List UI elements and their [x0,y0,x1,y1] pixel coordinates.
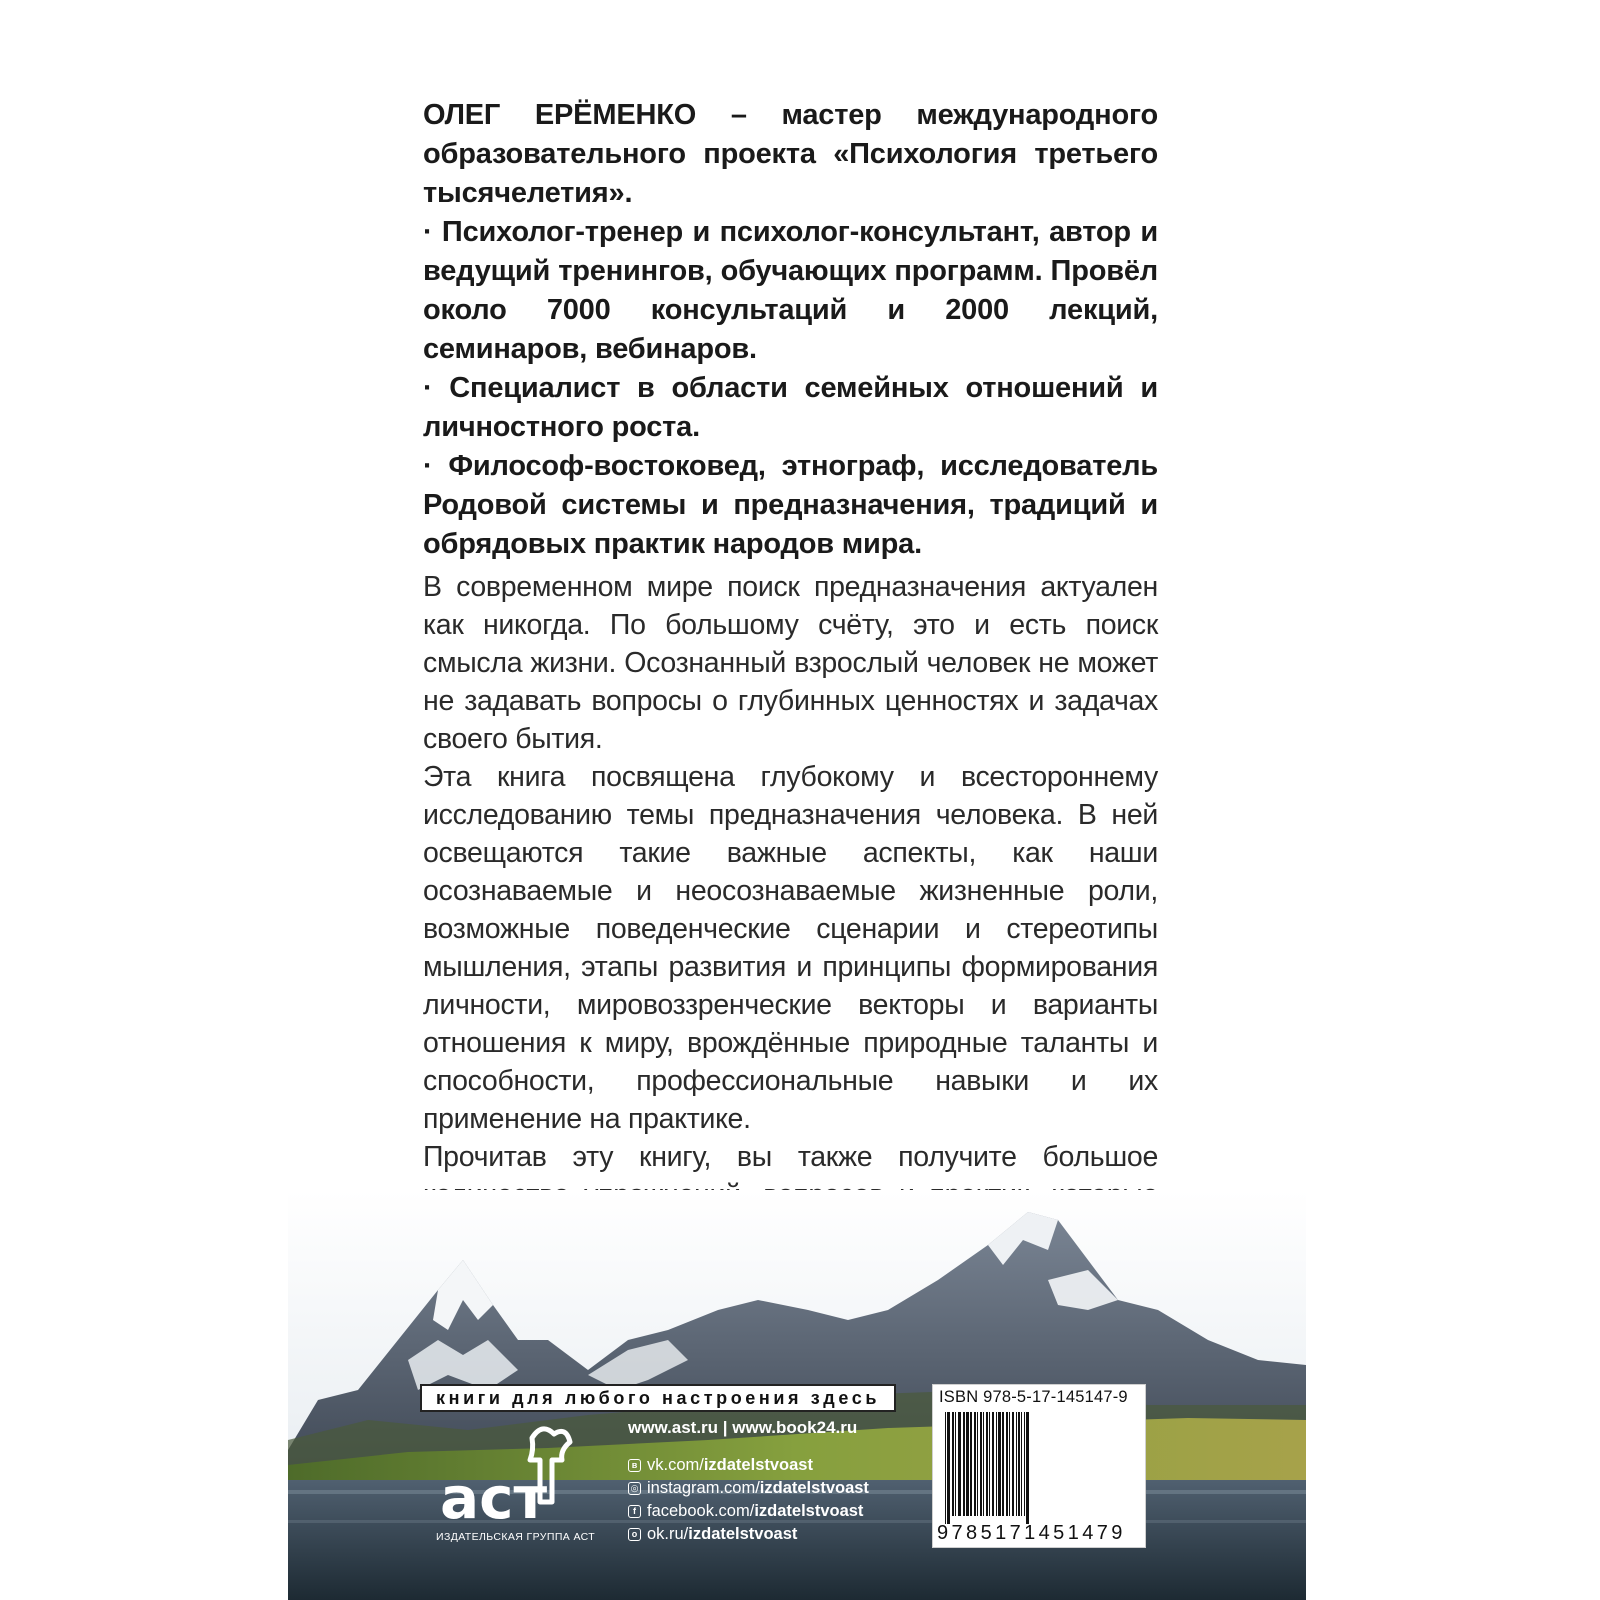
logo-caption: ИЗДАТЕЛЬСКАЯ ГРУППА АСТ [436,1531,596,1543]
barcode-bar [1018,1412,1020,1516]
author-bio-line: · Философ-востоковед, этнограф, исследователь Родовой системы и предназначения, традиций и обрядовых практик народов мира. [423,450,1158,560]
description-paragraph: Эта книга посвящена глубокому и всестороннему исследованию темы предназначения человека. В ней освещаются такие важные аспекты, как наши осознаваемые и неосознаваемые жизненные роли, возможные поведенческие сценарии и стереотипы мышления, этапы развития и принципы формирования личности, мировоззренческие векторы и варианты отношения к миру, врождённые природные таланты и способности, профессиональные навыки и их применение на практике. [423,761,1158,1135]
barcode-bar [1012,1412,1014,1516]
barcode-bar [977,1412,978,1516]
isbn-barcode-box [932,1384,1146,1548]
publisher-tagline: книги для любого настроения здесь [420,1384,896,1412]
social-prefix: facebook.com/ [647,1502,755,1520]
barcode-bar [998,1412,1001,1516]
social-handle: izdatelstvoast [759,1479,869,1497]
barcode-bar [980,1412,982,1516]
social-handle: izdatelstvoast [688,1525,798,1543]
barcode-bar [1002,1412,1004,1516]
social-link-instagram[interactable] [628,1477,869,1500]
social-prefix: instagram.com/ [647,1479,760,1497]
barcode-bar [992,1412,994,1516]
social-links [628,1454,869,1546]
social-link-vk[interactable] [628,1454,869,1477]
book-description [423,568,1158,1290]
social-prefix: ok.ru/ [647,1525,689,1543]
isbn-digits: 9785171451479 [937,1522,1126,1544]
barcode-bar [958,1412,961,1516]
barcode-bar [963,1412,965,1516]
description-paragraph: В современном мире поиск предназначения актуален как никогда. По большому счёту, это и есть поиск смысла жизни. Осознанный взрослый человек не может не задавать вопросы о глубинных ценностях и задачах своего бытия. [423,571,1158,755]
barcode-bar [1006,1412,1008,1516]
back-cover [288,0,1306,1600]
social-link-facebook[interactable] [628,1500,869,1523]
description-paragraph: Прочитав эту книгу, вы также получите большое [423,1141,1158,1173]
barcode-bar [1021,1412,1022,1516]
author-bio-line: ОЛЕГ ЕРЁМЕНКО – мастер международного образовательного проекта «Психология третьего тысячелетия». [423,99,1158,209]
barcode-bar [986,1412,988,1516]
barcode-icon [939,1412,1139,1524]
barcode-bar [1024,1412,1025,1516]
odnoklassniki-icon: о [628,1528,641,1541]
barcode-bar [945,1412,946,1524]
barcode-bar [952,1412,954,1516]
social-prefix: vk.com/ [647,1456,704,1474]
social-handle: izdatelstvoast [703,1456,813,1474]
barcode-bar [1009,1412,1010,1516]
barcode-bar [970,1412,972,1516]
author-bio-line: · Психолог-тренер и психолог-консультант, автор и ведущий тренингов, обучающих программ. Провёл около 7000 консультаций и 2000 лекций, семинаров, вебинаров. [423,216,1158,365]
ast-logo-icon [436,1420,586,1530]
author-bio-line: · Специалист в области семейных отношений и личностного роста. [423,372,1158,443]
social-link-odnoklassniki[interactable] [628,1523,869,1546]
barcode-bar [983,1412,984,1516]
barcode-bar [955,1412,956,1516]
instagram-icon: ◎ [628,1482,641,1495]
author-bio [423,96,1158,564]
social-handle: izdatelstvoast [754,1502,864,1520]
isbn-label: ISBN 978-5-17-145147-9 [939,1388,1128,1406]
barcode-bar [947,1412,950,1524]
barcode-bar [974,1412,976,1516]
facebook-icon: f [628,1505,641,1518]
barcode-bar [966,1412,969,1516]
barcode-bar [1026,1412,1029,1524]
publisher-urls[interactable]: www.ast.ru | www.book24.ru [628,1418,858,1437]
barcode-bar [1016,1412,1017,1516]
logo-text: аст [440,1464,548,1530]
barcode-bar [996,1412,997,1516]
vk-icon: в [628,1459,641,1472]
barcode-bar [989,1412,990,1516]
